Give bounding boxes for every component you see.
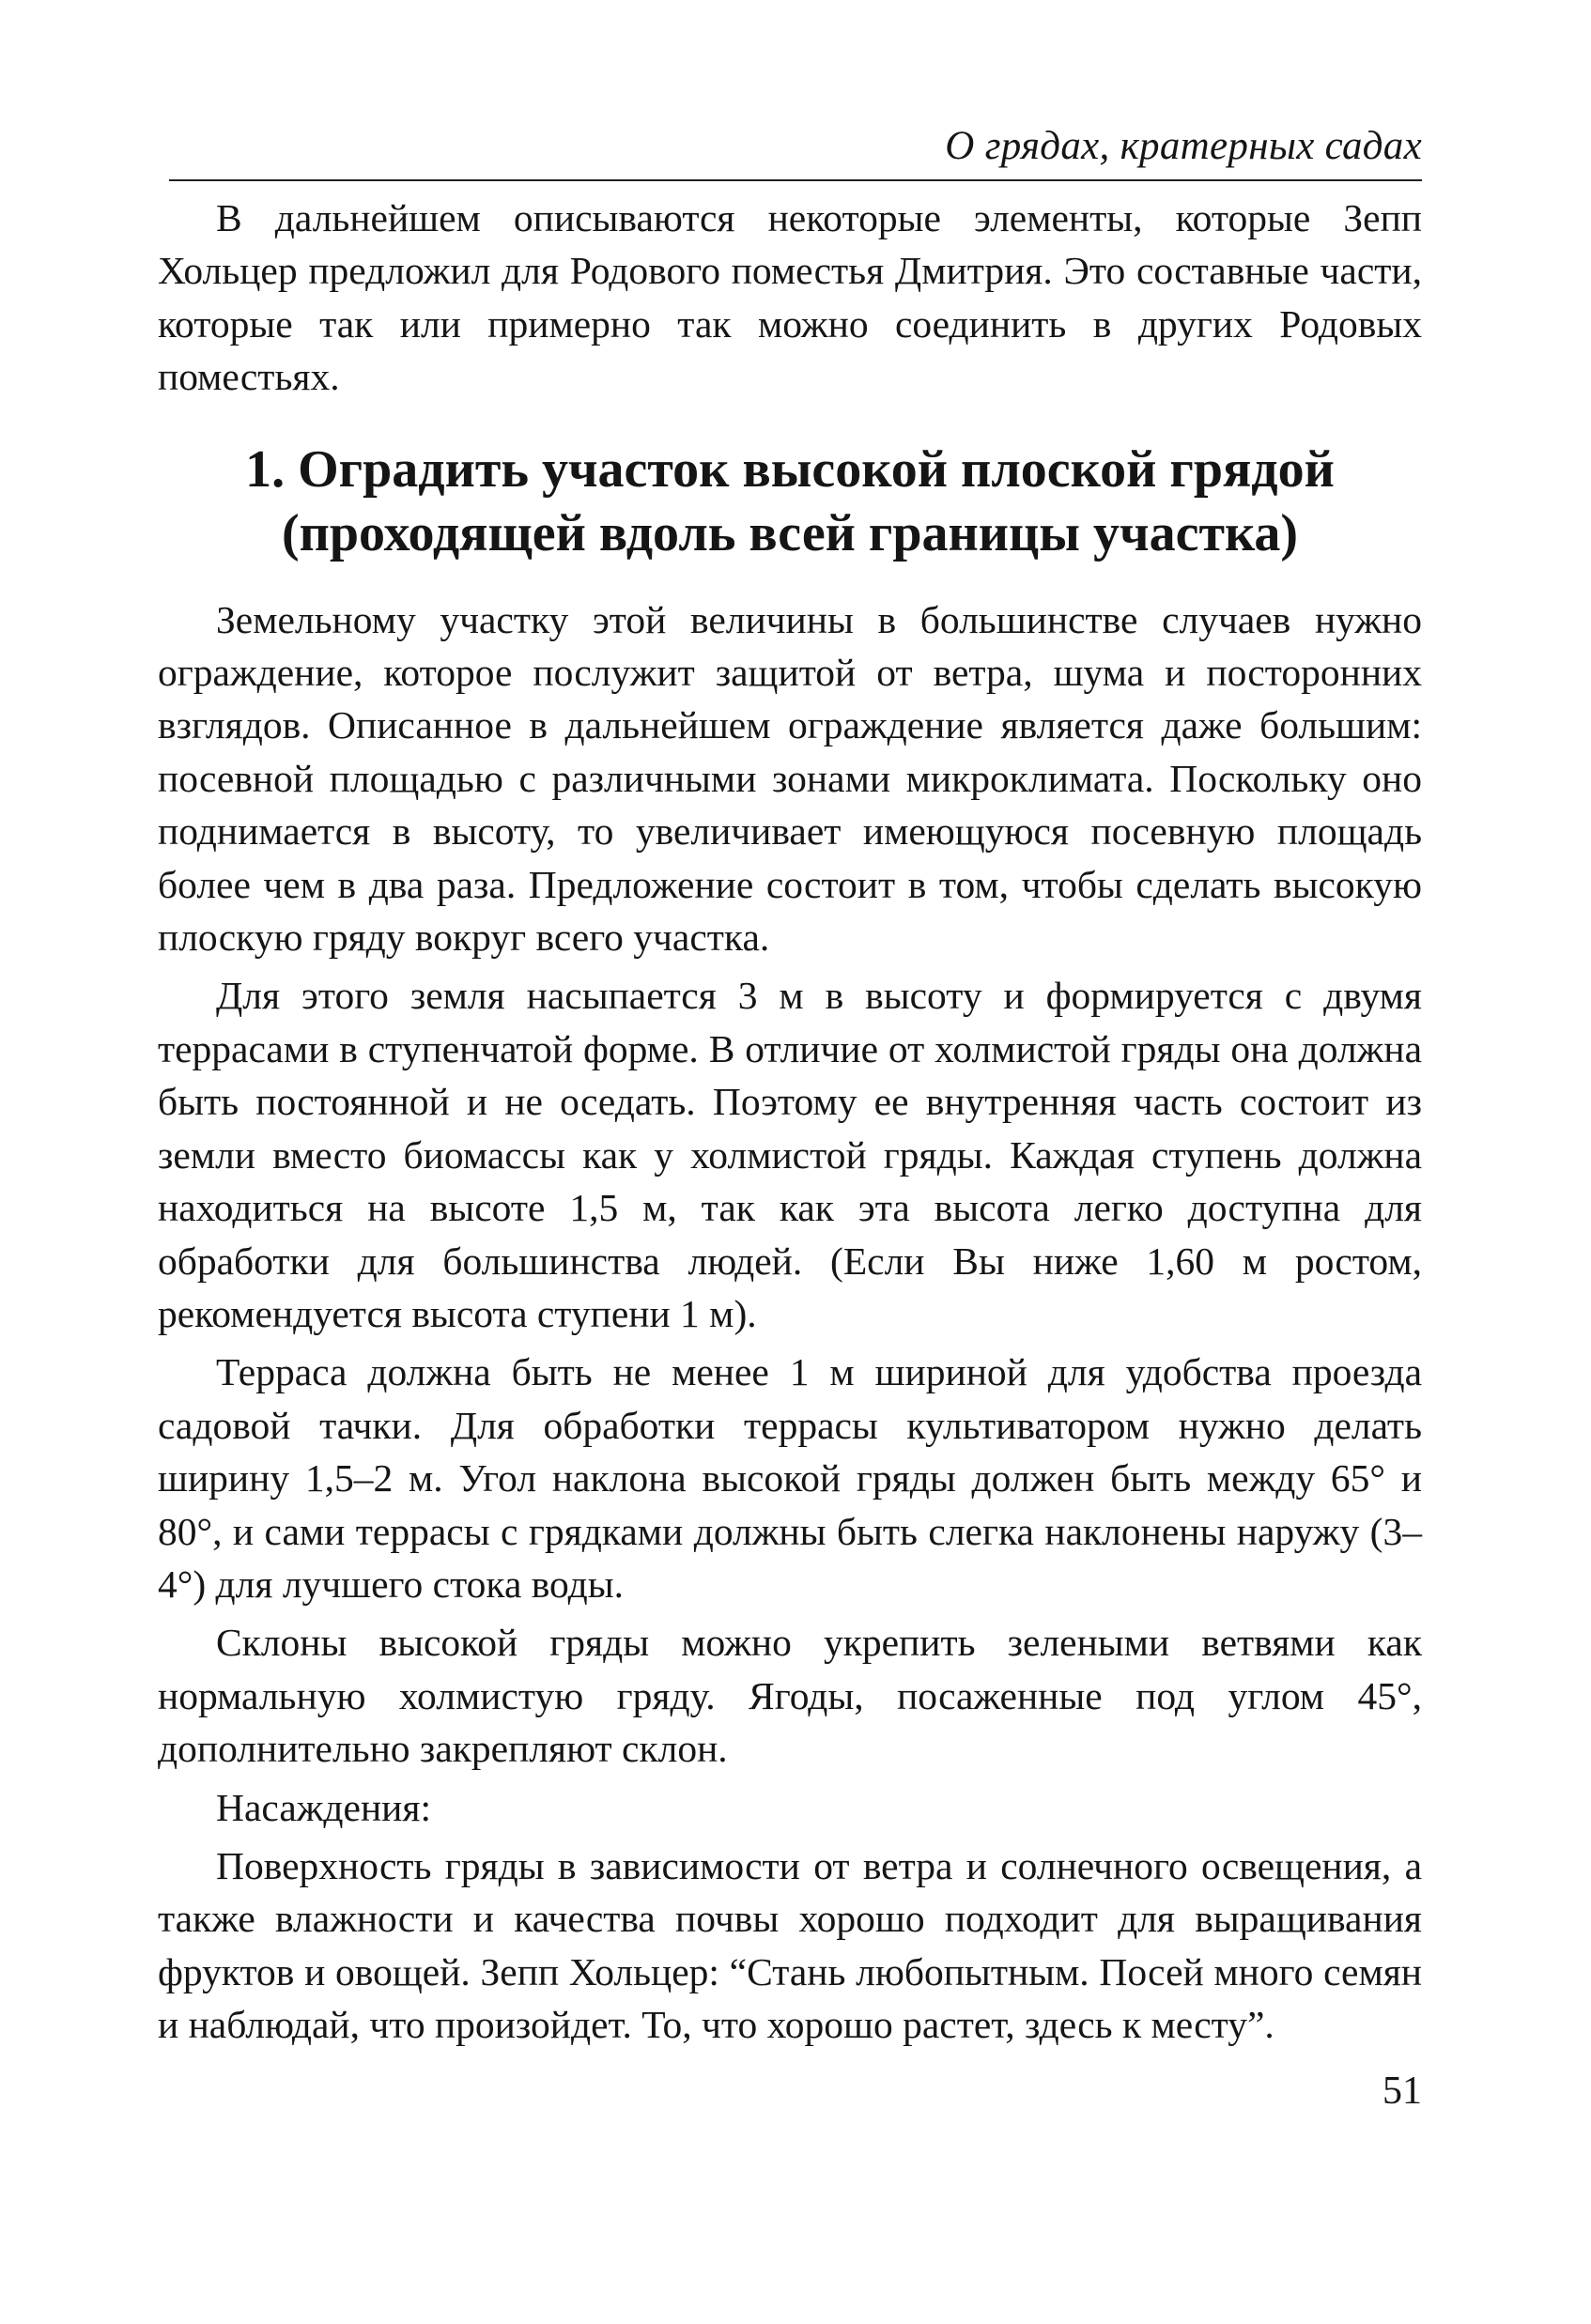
page-content bbox=[158, 192, 1422, 2052]
header-rule bbox=[169, 179, 1422, 181]
section-heading: 1. Оградить участок высокой плоской грядой (проходящей вдоль всей границы участка) bbox=[245, 439, 1335, 562]
paragraph: Земельному участку этой величины в большинстве случаев нужно ограждение, которое послужит защитой от ветра, шума и посторонних взглядов. Описанное в дальнейшем ограждение является даже большим: посевной площадью с различными зонами микроклимата. Поскольку оно поднимается в высоту, то увеличивает имеющуюся посевную площадь более чем в два раза. Предложение состоит в том, чтобы сделать высокую плоскую гряду вокруг всего участка. bbox=[158, 597, 1422, 960]
paragraph: Терраса должна быть не менее 1 м шириной для удобства проезда садовой тачки. Для обработки террасы культиватором нужно делать ширину 1,5–2 м. Угол наклона высокой гряды должен быть между 65° и 80°, и сами террасы с грядками должны быть слегка наклонены наружу (3–4°) для лучшего стока воды. bbox=[158, 1350, 1422, 1606]
paragraph: Для этого земля насыпается 3 м в высоту и формируется с двумя террасами в ступенчатой форме. В отличие от холмистой гряды она должна быть постоянной и не оседать. Поэтому ее внутренняя часть состоит из земли вместо биомассы как у холмистой гряды. Каждая ступень должна находиться на высоте 1,5 м, так как эта высота легко доступна для обработки для большинства людей. (Если Вы ниже 1,60 м ростом, рекомендуется высота ступени 1 м). bbox=[158, 974, 1422, 1335]
page-number: 51 bbox=[1382, 2070, 1422, 2113]
paragraph: Склоны высокой гряды можно укрепить зелеными ветвями как нормальную холмистую гряду. Ягоды, посаженные под углом 45°, дополнительно закрепляют склон. bbox=[158, 1621, 1422, 1771]
plantings-label: Насаждения: bbox=[216, 1785, 431, 1829]
running-header: О грядах, кратерных садах bbox=[945, 124, 1422, 168]
paragraph: Поверхность гряды в зависимости от ветра и солнечного освещения, а также влажности и качества почвы хорошо подходит для выращивания фруктов и овощей. Зепп Хольцер: “Стань любопытным. Посей много семян и наблюдай, что произойдет. То, что хорошо растет, здесь к месту”. bbox=[158, 1843, 1422, 2047]
intro-paragraph: В дальнейшем описываются некоторые элементы, которые Зепп Хольцер предложил для Родового поместья Дмитрия. Это составные части, которые так или примерно так можно соединить в других Родовых поместьях. bbox=[158, 196, 1422, 399]
